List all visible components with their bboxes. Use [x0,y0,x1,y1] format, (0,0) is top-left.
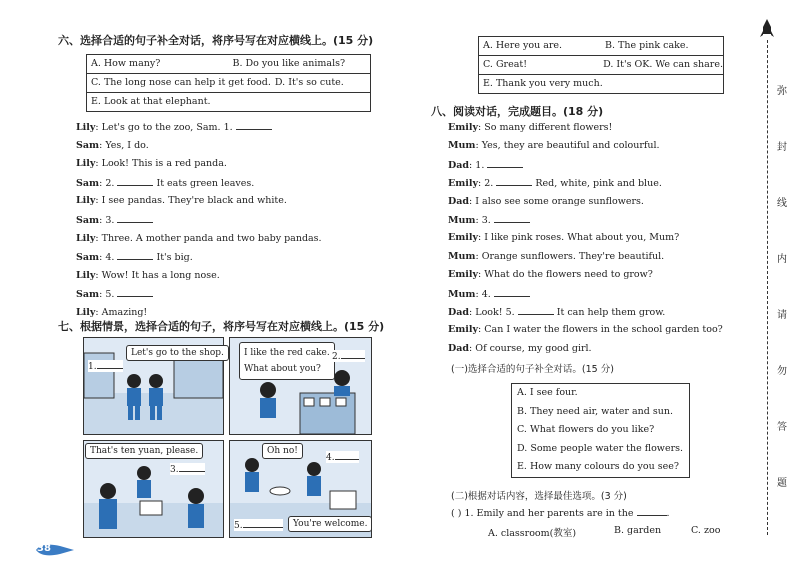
option-cell: C. The long nose can help it get food. [91,77,271,88]
line-text: It's big. [153,252,193,264]
subsection-2-title: (二)根据对话内容，选择最佳选项。(3 分) [451,491,627,502]
line-text: Of course, my good girl. [475,342,592,354]
answer-blank[interactable] [487,159,523,168]
seal-char: 封 [777,142,787,153]
line-text: 1. [475,159,485,171]
speech-bubble: I like the red cake. What about you? [239,342,335,380]
speaker-name: Sam [76,289,100,301]
line-text: It eats green leaves. [153,177,255,189]
speaker-name: Lily [76,307,96,318]
line-text: 3. [481,215,491,226]
option-cell: B. Do you like animals? [232,58,346,69]
option-item: B. They need air, water and sun. [517,405,673,417]
speaker-name: Sam [76,177,100,189]
dialogue-line: Dad: 1. [448,159,523,171]
speaker-name: Dad [448,342,470,354]
line-text: What do the flowers need to grow? [484,269,653,281]
option-c[interactable]: C. zoo [691,525,721,536]
seal-char: 答 [777,422,787,433]
option-cell: D. It's so cute. [274,77,344,88]
line-text: It can help them grow. [553,307,666,318]
question-1: ( ) 1. Emily and her parents are in the . [451,508,670,519]
dialogue-line: Lily: Amazing! [76,307,148,318]
option-cell: B. The pink cake. [605,40,689,51]
line-text: I like pink roses. What about you, Mum? [484,232,680,244]
options-row [87,55,370,74]
line-text: Orange sunflowers. They're beautiful. [481,250,665,262]
speaker-name: Emily [448,269,479,281]
dialogue-line: Emily: I like pink roses. What about you, Mum? [448,232,680,244]
line-text: 2. [484,178,494,190]
line-text: I see pandas. They're black and white. [101,195,287,207]
answer-blank[interactable] [117,288,153,297]
speaker-name: Sam [76,139,100,151]
line-text: Let's go to the zoo, Sam. 1. [101,122,233,133]
speaker-name: Lily [76,269,96,281]
options-row [479,75,723,93]
option-cell: A. How many? [91,58,161,69]
seal-char: 勿 [777,366,787,377]
speaker-name: Emily [448,324,479,336]
speaker-name: Lily [76,122,96,133]
dialogue-line: Sam: 2. It eats green leaves. [76,177,255,189]
speaker-name: Mum [448,250,476,262]
option-cell: C. Great! [483,59,528,70]
line-text: Amazing! [101,307,148,318]
section-6-options-box [86,54,371,112]
option-cell: A. Here you are. [483,40,563,51]
dialogue-line: Lily: Look! This is a red panda. [76,158,227,170]
line-text: So many different flowers! [484,122,613,133]
speaker-name: Lily [76,158,96,170]
line-text: Red, white, pink and blue. [532,178,662,190]
dialogue-line: Sam: 5. [76,288,153,300]
section-6-title: 六、选择合适的句子补全对话，将序号写在对应横线上。(15 分) [58,34,374,47]
dialogue-line: Mum: Yes, they are beautiful and colourful. [448,140,660,152]
seal-char: 请 [777,310,787,321]
dialogue-line: Lily: Wow! It has a long nose. [76,269,220,281]
answer-blank[interactable] [494,214,530,223]
answer-blank[interactable] [236,121,272,130]
dialogue-line: Emily: Can I water the flowers in the school garden too? [448,324,723,336]
dialogue-line: Mum: 4. [448,288,530,300]
answer-blank[interactable] [117,214,153,223]
speaker-name: Emily [448,178,479,190]
options-row [87,74,370,93]
line-text: 4. [481,288,491,300]
answer-blank-1[interactable]: 1. [88,360,123,372]
option-cell: D. It's OK. We can share. [603,59,723,70]
line-text: Look! 5. [475,307,515,318]
dialogue-line: Emily: So many different flowers! [448,122,613,133]
section-7-options-box [478,36,724,94]
option-cell: E. Look at that elephant. [91,96,211,107]
dialogue-line: Dad: I also see some orange sunflowers. [448,195,644,207]
seal-char: 内 [777,254,787,265]
line-text: Yes, they are beautiful and colourful. [481,140,660,152]
line-text: Wow! It has a long nose. [101,269,220,281]
line-text: Look! This is a red panda. [101,158,227,170]
line-text: 4. [105,252,115,264]
page-number: 38 [37,543,51,554]
line-text: Can I water the flowers in the school garden too? [484,324,723,336]
option-item: A. I see four. [517,387,578,398]
seal-char: 弥 [777,86,787,97]
dialogue-line: Mum: Orange sunflowers. They're beautiful. [448,250,665,262]
options-row [87,93,370,111]
speaker-name: Lily [76,232,96,244]
option-item: D. Some people water the flowers. [517,442,683,454]
dialogue-line: Sam: Yes, I do. [76,139,149,151]
subsection-1-title: (一)选择合适的句子补全对话。(15 分) [451,364,614,375]
dialogue-line: Emily: What do the flowers need to grow? [448,269,653,281]
seal-dashed-line [767,40,768,535]
option-cell: E. Thank you very much. [483,78,603,89]
answer-paren[interactable]: ( ) [451,508,462,519]
speaker-name: Mum [448,140,476,152]
line-text: 2. [105,177,115,189]
dialogue-line: Dad: Of course, my good girl. [448,342,592,354]
speech-bubble: You're welcome. [288,516,372,532]
answer-blank-2[interactable]: 2. [332,350,365,362]
speaker-name: Mum [448,215,476,226]
option-a[interactable]: A. classroom(教室) [488,528,577,539]
speech-bubble: Let's go to the shop. [126,345,229,361]
dialogue-line: Sam: 4. It's big. [76,252,193,264]
answer-blank-4[interactable]: 4. [326,451,359,463]
answer-blank[interactable] [518,306,554,315]
line-text: Three. A mother panda and two baby pandas. [101,232,322,244]
dialogue-line: Emily: 2. Red, white, pink and blue. [448,178,662,190]
section-8-title: 八、阅读对话，完成题目。(18 分) [431,105,604,118]
speaker-name: Emily [448,122,479,133]
subsection-1-options-box [511,383,690,478]
speaker-name: Emily [448,232,479,244]
dialogue-line: Dad: Look! 5. It can help them grow. [448,307,666,318]
speaker-name: Lily [76,195,96,207]
option-item: C. What flowers do you like? [517,424,655,436]
answer-blank[interactable] [494,288,530,297]
seal-char: 线 [777,198,787,209]
answer-blank-3[interactable]: 3. [170,463,205,475]
speaker-name: Sam [76,215,100,226]
speech-bubble: Oh no! [262,443,303,459]
speaker-name: Dad [448,159,470,171]
line-text: Yes, I do. [105,139,149,151]
speaker-name: Dad [448,195,470,207]
answer-blank[interactable] [496,177,532,186]
answer-blank[interactable] [117,177,153,186]
option-item: E. How many colours do you see? [517,461,679,473]
dialogue-line: Lily: I see pandas. They're black and white. [76,195,287,207]
answer-blank-5[interactable]: 5. [234,519,283,531]
dialogue-line: Lily: Three. A mother panda and two baby pandas. [76,232,322,244]
dialogue-line: Mum: 3. [448,214,530,226]
section-7-title: 七、根据情景，选择合适的句子，将序号写在对应横线上。(15 分) [58,320,385,333]
options-row [479,37,723,56]
rocket-icon [760,18,774,40]
dialogue-line: Sam: 3. [76,214,153,226]
options-row [479,56,723,75]
line-text: I also see some orange sunflowers. [475,195,644,207]
answer-blank[interactable] [637,507,667,516]
line-text: 3. [105,215,115,226]
speech-bubble: That's ten yuan, please. [85,443,203,459]
dialogue-line: Lily: Let's go to the zoo, Sam. 1. [76,121,272,133]
seal-char: 题 [777,478,787,489]
speaker-name: Mum [448,288,476,300]
answer-blank[interactable] [117,251,153,260]
line-text: 5. [105,289,115,301]
option-b[interactable]: B. garden [614,525,662,536]
speaker-name: Dad [448,307,470,318]
speaker-name: Sam [76,252,100,264]
